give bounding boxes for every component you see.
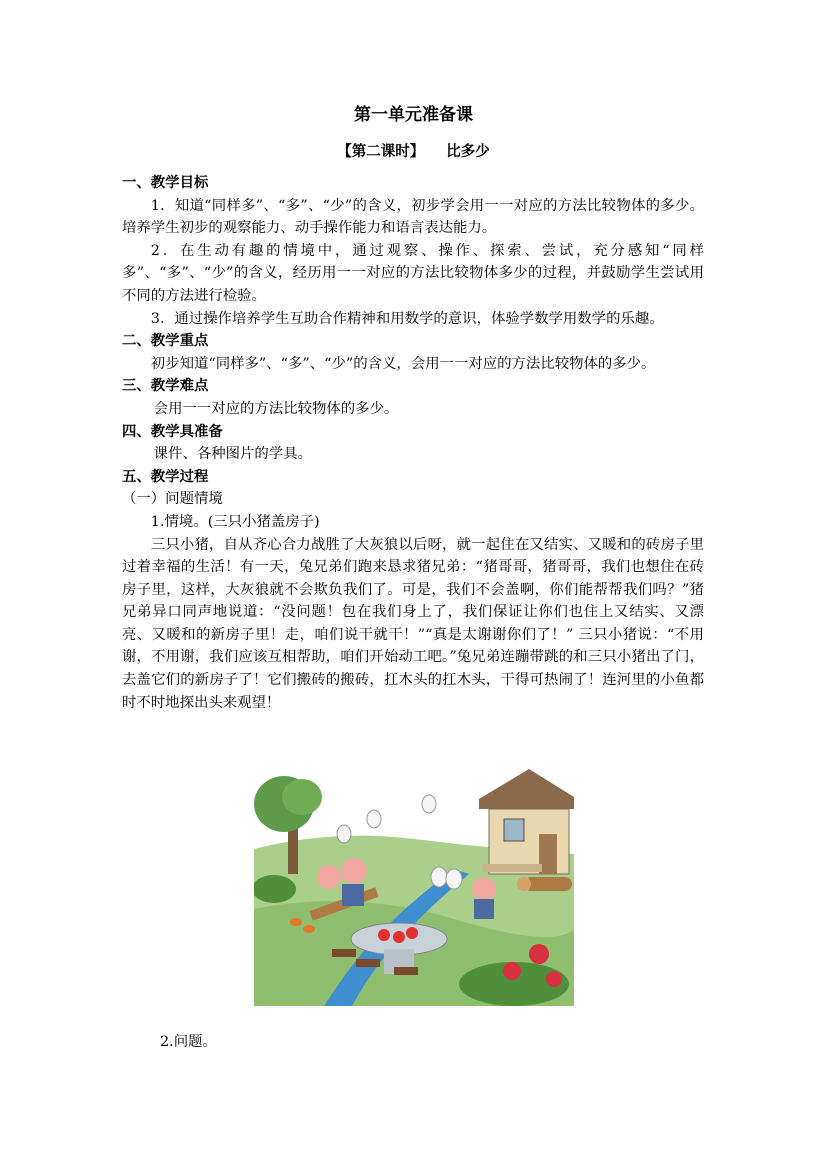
- section-heading-difficulties: 三、教学难点: [122, 378, 209, 395]
- goal-item: 1．知道“同样多”、“多”、“少”的含义，初步学会用一一对应的方法比较物体的多少。培养学生初步的观察能力、动手操作能力和语言表达能力。: [122, 197, 704, 237]
- goal-item: 3．通过操作培养学生互助合作精神和用数学的意识，体验学数学用数学的乐趣。: [150, 310, 664, 327]
- materials-text: 课件、各种图片的学具。: [153, 446, 312, 463]
- process-subheading: （一）问题情境: [122, 491, 223, 508]
- page-title: 第一单元准备课: [354, 105, 473, 125]
- lesson-period: 【第二课时】: [337, 144, 425, 160]
- section-heading-goals: 一、教学目标: [122, 175, 209, 191]
- document-body: [122, 172, 704, 714]
- lesson-topic: 比多少: [446, 144, 490, 160]
- process-step-2: 2.问题。: [160, 1034, 217, 1050]
- process-step-1: 1.情境。(三只小猪盖房子): [150, 513, 320, 530]
- story-text: 三只小猪，自从齐心合力战胜了大灰狼以后呀，就一起住在又结实、又暖和的砖房子里过着幸福的生活！有一天，兔兄弟们跑来恳求猪兄弟：“猪哥哥，猪哥哥，我们也想住在砖房子里，这样，大灰狼就不会欺负我们了。可是，我们不会盖啊，你们能帮帮我们吗？”猪兄弟异口同声地说道：“没问题！包在我们身上了，我们保证让你们也住上又结实、又漂亮、又暖和的新房子里！走，咱们说干就干！”“真是太谢谢你们了！” 三只小猪说：“不用谢，不用谢，我们应该互相帮助，咱们开始动工吧。”兔兄弟连蹦带跳的和三只小猪出了门，去盖它们的新房子了！它们搬砖的搬砖，扛木头的扛木头，干得可热闹了！连河里的小鱼都时不时地探出头来观望！: [122, 536, 704, 711]
- story-illustration: [254, 759, 574, 1006]
- section-heading-key-points: 二、教学重点: [122, 333, 209, 350]
- lesson-subtitle: [0, 140, 827, 161]
- goal-item: 2．在生动有趣的情境中，通过观察、操作、探索、尝试，充分感知“同样多”、“多”、“少”的含义，经历用一一对应的方法比较物体多少的过程，并鼓励学生尝试用不同的方法进行检验。: [122, 242, 704, 304]
- section-heading-materials: 四、教学具准备: [122, 423, 223, 440]
- key-points-text: 初步知道“同样多”、“多”、“少”的含义，会用一一对应的方法比较物体的多少。: [150, 355, 656, 372]
- section-heading-process: 五、教学过程: [122, 468, 209, 485]
- difficulties-text: 会用一一对应的方法比较物体的多少。: [153, 400, 399, 417]
